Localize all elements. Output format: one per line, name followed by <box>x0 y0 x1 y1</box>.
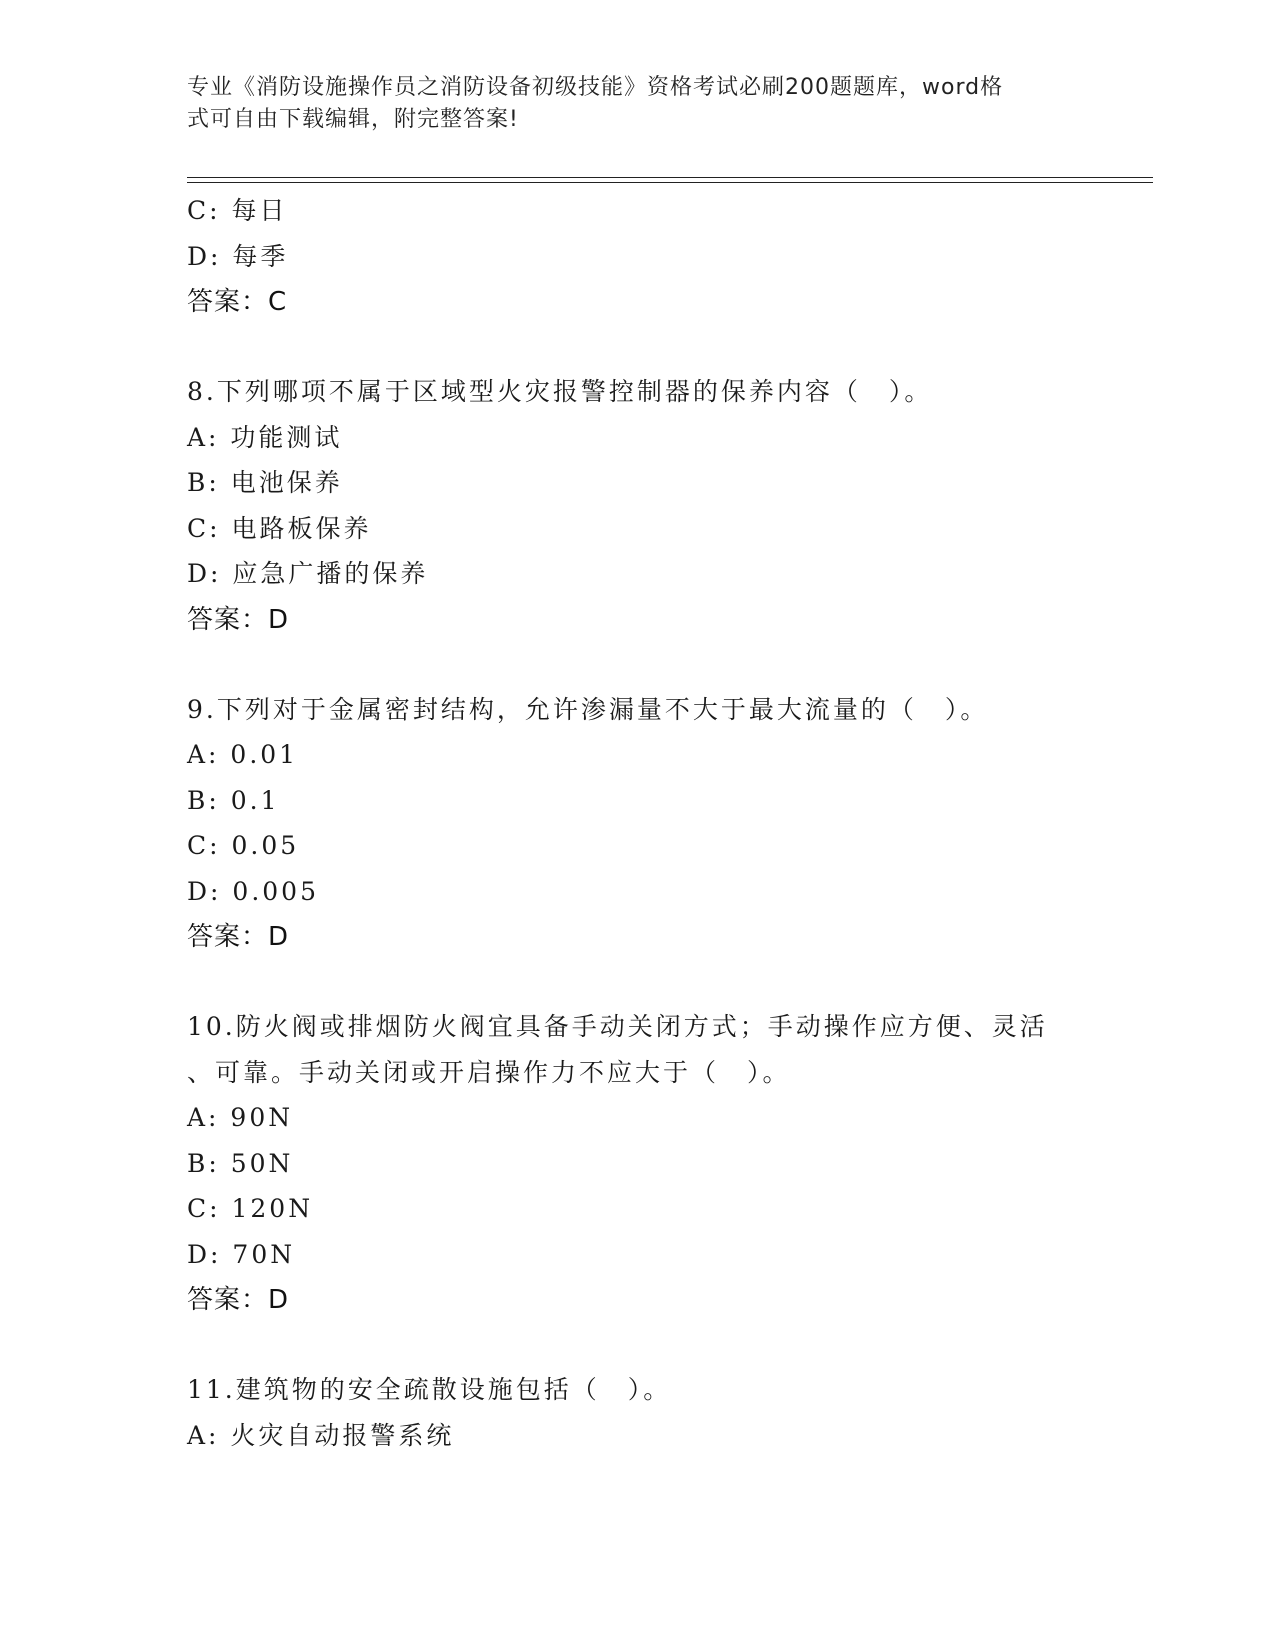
question-text: 9.下列对于金属密封结构，允许渗漏量不大于最大流量的（ ）。 <box>187 694 989 724</box>
option-b: B: 0.1 <box>187 785 280 815</box>
question-spacer <box>187 960 1087 1004</box>
header-line-1: 专业《消防设施操作员之消防设备初级技能》资格考试必刷200题题库，word格 <box>187 75 1004 100</box>
question-text: 11.建筑物的安全疏散设施包括（ ）。 <box>187 1375 672 1404</box>
option-c: C: 电路板保养 <box>187 513 372 543</box>
option-d: D: 应急广播的保养 <box>187 559 429 588</box>
option-d: D: 0.005 <box>187 876 319 906</box>
question-10 <box>187 1004 1087 1323</box>
option-c: C: 120N <box>187 1194 314 1223</box>
question-8 <box>187 369 1087 643</box>
option-c: C: 每日 <box>187 196 288 225</box>
document-header <box>187 72 1067 136</box>
header-divider-top <box>187 177 1153 178</box>
question-spacer <box>187 643 1087 687</box>
option-d: D: 70N <box>187 1239 296 1269</box>
question-9 <box>187 687 1087 961</box>
header-line-2: 式可自由下载编辑，附完整答案! <box>187 107 519 132</box>
option-b: B: 50N <box>187 1148 294 1178</box>
option-d: D: 每季 <box>187 241 289 271</box>
answer-line: 答案：D <box>187 604 290 635</box>
previous-question-tail <box>187 188 1087 325</box>
question-text-line-2: 、可靠。手动关闭或开启操作力不应大于（ ）。 <box>187 1057 791 1087</box>
option-a: A: 火灾自动报警系统 <box>187 1420 455 1450</box>
option-c: C: 0.05 <box>187 831 300 860</box>
option-b: B: 电池保养 <box>187 468 343 497</box>
answer-line: 答案：D <box>187 922 290 952</box>
question-spacer <box>187 325 1087 369</box>
header-divider-bottom <box>187 182 1153 183</box>
question-text: 8.下列哪项不属于区域型火灾报警控制器的保养内容（ ）。 <box>187 377 933 406</box>
answer-line: 答案：C <box>187 287 288 317</box>
option-a: A: 0.01 <box>187 740 299 769</box>
option-a: A: 90N <box>187 1103 294 1132</box>
question-11 <box>187 1367 1087 1458</box>
question-spacer <box>187 1323 1087 1367</box>
option-a: A: 功能测试 <box>187 422 343 452</box>
question-text-line-1: 10.防火阀或排烟防火阀宜具备手动关闭方式；手动操作应方便、灵活 <box>187 1012 1048 1041</box>
question-list <box>187 188 1087 1458</box>
answer-line: 答案：D <box>187 1285 290 1315</box>
